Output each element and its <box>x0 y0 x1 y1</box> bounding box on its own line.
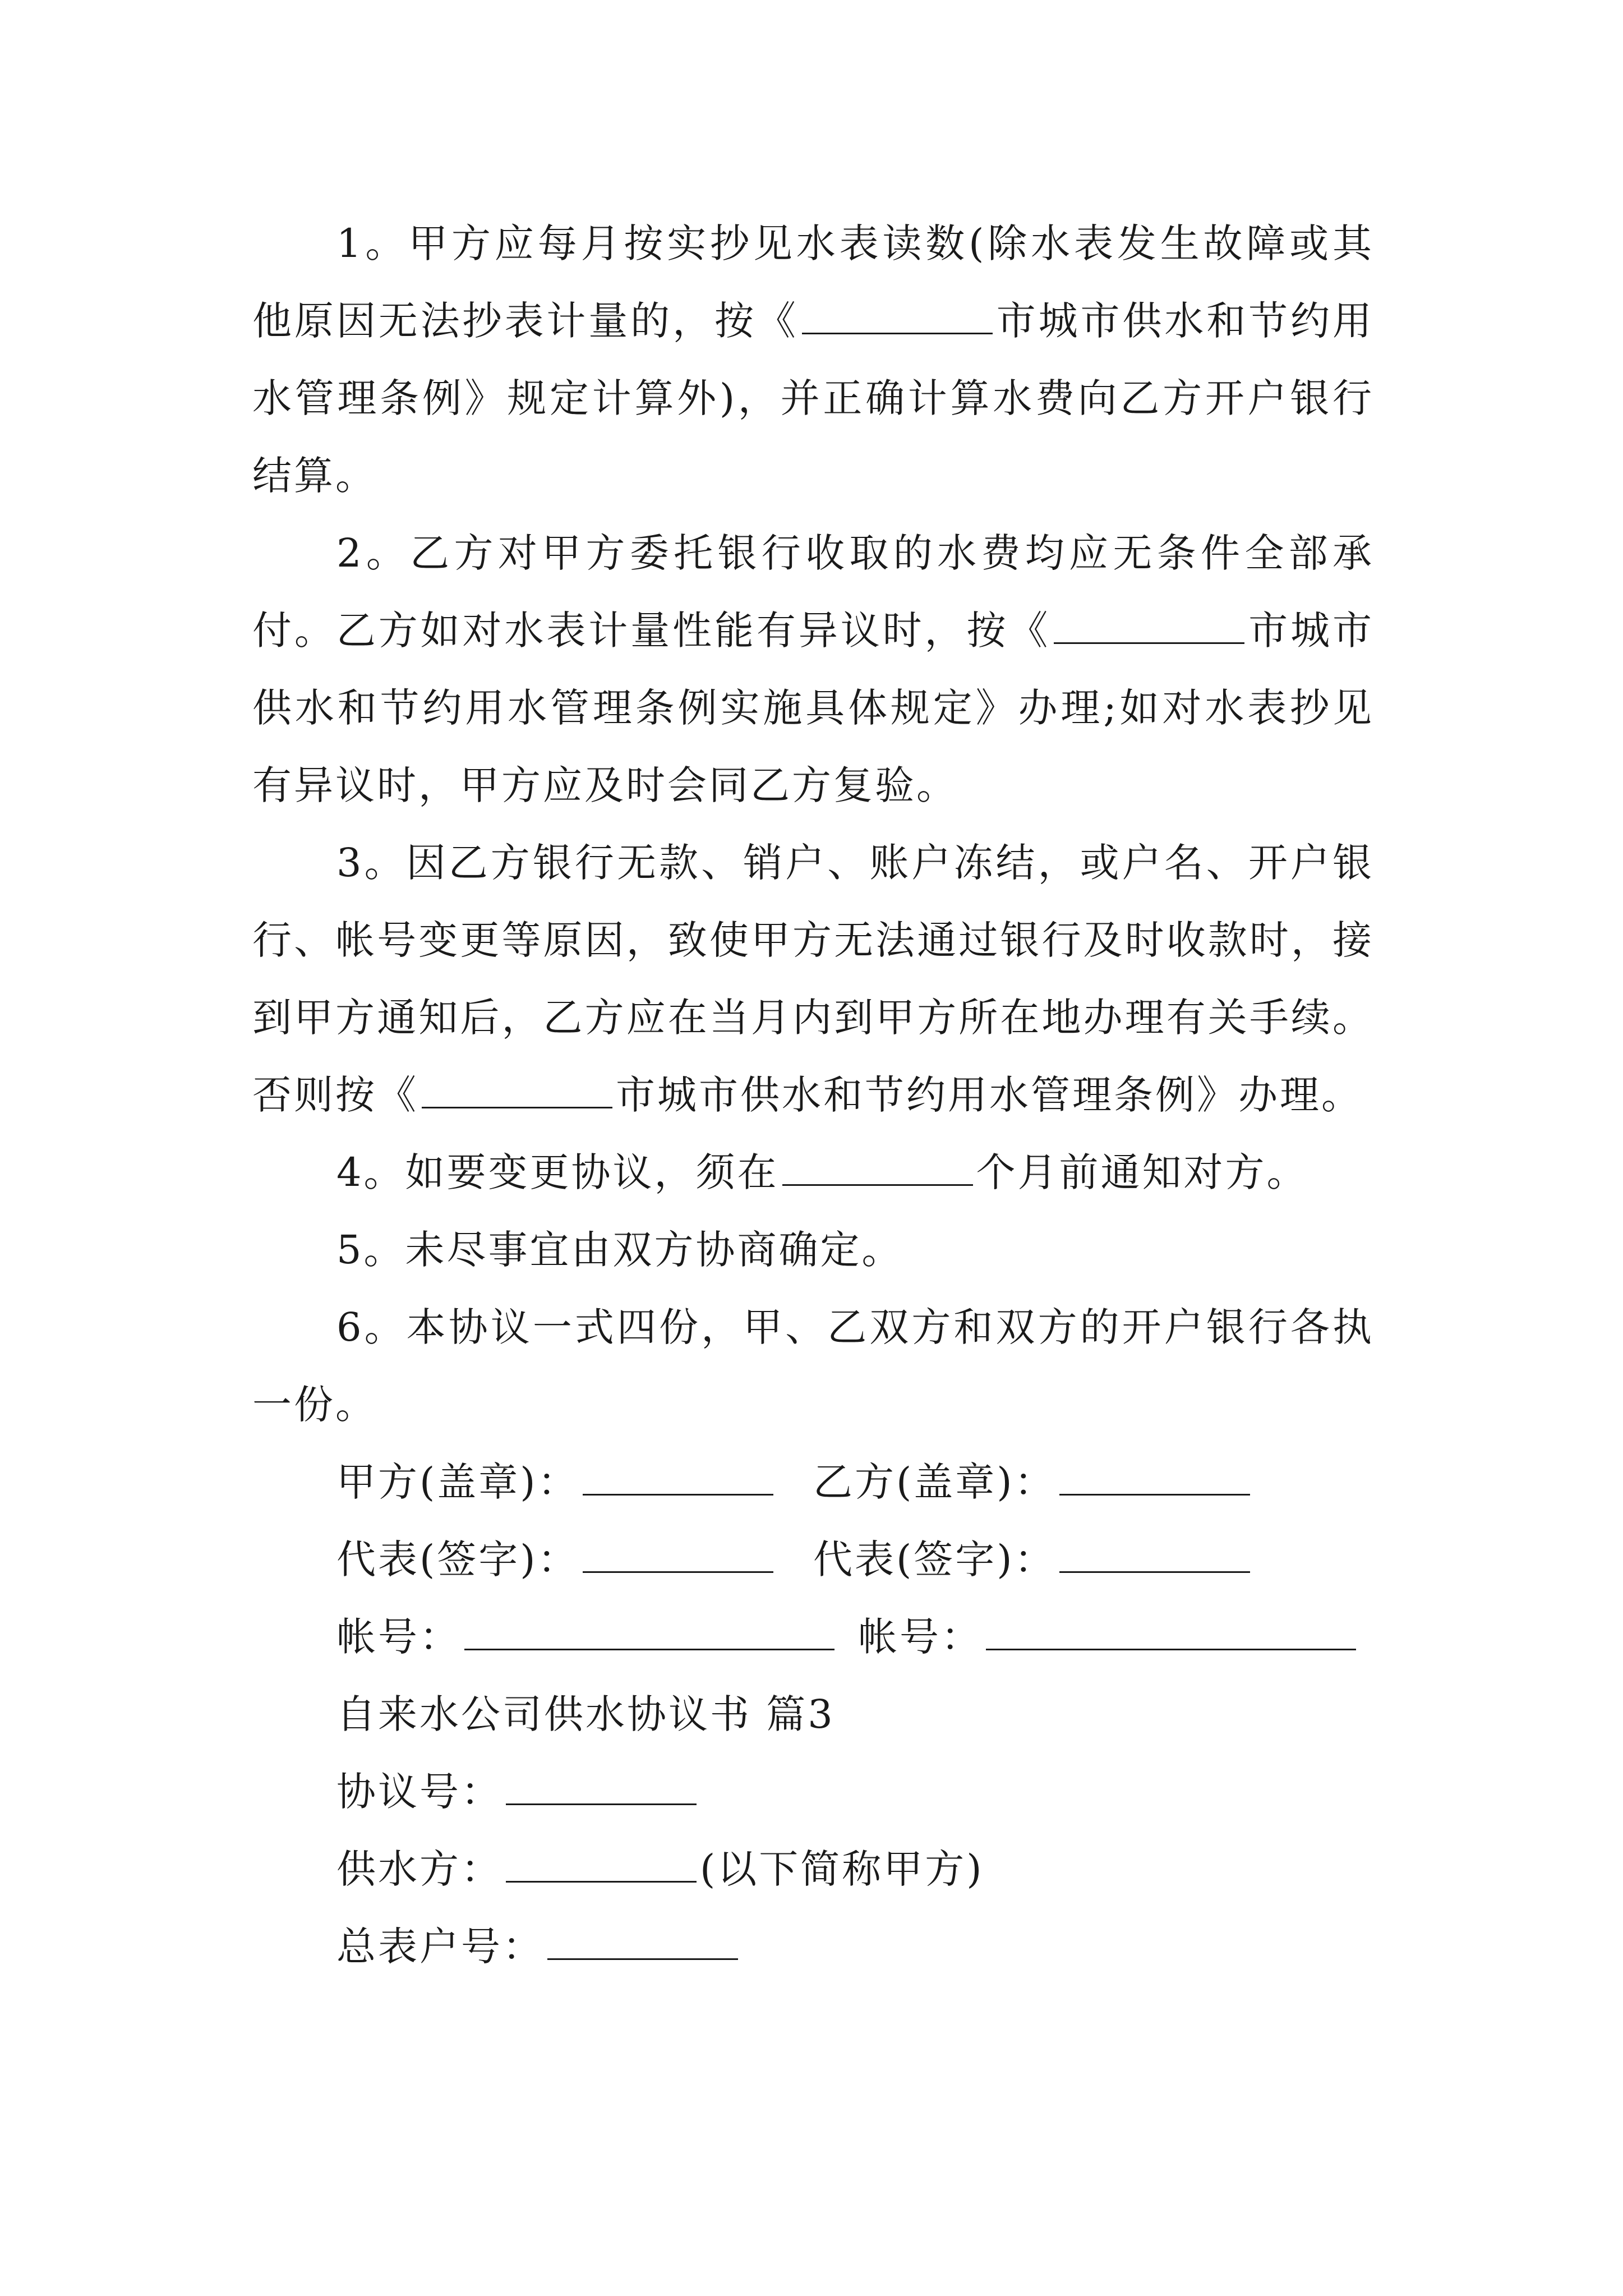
party-b-account <box>858 1614 1359 1660</box>
clause-6: 6。本协议一式四份，甲、乙双方和双方的开户银行各执一份。 <box>252 1304 1374 1428</box>
blank-line <box>802 299 993 334</box>
clause-4-text-a: 4。如要变更协议，须在 <box>336 1149 779 1195</box>
blank-line <box>1059 1538 1250 1573</box>
clause-2 <box>252 514 1374 824</box>
blank-line <box>583 1538 773 1573</box>
clause-1 <box>252 205 1374 514</box>
clause-3-text-b: 市城市供水和节约用水管理条例》办理。 <box>616 1072 1363 1118</box>
blank-line <box>1059 1460 1250 1496</box>
blank-line <box>986 1615 1356 1650</box>
blank-line <box>782 1151 973 1186</box>
signature-account-row <box>252 1598 1374 1676</box>
party-b-rep <box>813 1536 1253 1582</box>
blank-line <box>583 1460 773 1496</box>
party-a-seal <box>336 1443 813 1521</box>
supplier-label: 供水方： <box>336 1846 502 1892</box>
blank-line <box>1054 609 1244 644</box>
agreement-number-row <box>252 1753 1374 1830</box>
party-a-seal-label: 甲方(盖章)： <box>336 1459 579 1505</box>
meter-number-label: 总表户号： <box>336 1924 544 1970</box>
blank-line <box>464 1615 834 1650</box>
party-a-rep <box>336 1521 813 1598</box>
supplier-suffix: (以下简称甲方) <box>700 1846 984 1892</box>
clause-2-text-b: 市城市供水和节约用水管理条例实施具体规定》办理;如对水表抄见有异议时，甲方应及时会同乙方复验。 <box>252 608 1375 808</box>
blank-line <box>506 1770 697 1805</box>
party-b-rep-label: 代表(签字)： <box>813 1536 1056 1582</box>
blank-line <box>422 1073 612 1108</box>
section-heading: 自来水公司供水协议书 篇3 <box>336 1691 835 1737</box>
party-a-account-label: 帐号： <box>336 1614 461 1660</box>
clause-5: 5。未尽事宜由双方协商确定。 <box>336 1227 903 1273</box>
party-b-seal <box>813 1459 1253 1505</box>
clause-2-text-a: 2。乙方对甲方委托银行收取的水费均应无条件全部承付。乙方如对水表计量性能有异议时，按《 <box>252 530 1374 654</box>
party-b-account-label: 帐号： <box>858 1614 983 1660</box>
signature-rep-row <box>252 1521 1374 1598</box>
supplier-row <box>252 1830 1374 1908</box>
party-a-rep-label: 代表(签字)： <box>336 1536 579 1582</box>
blank-line <box>506 1847 697 1883</box>
clause-4 <box>252 1134 1374 1211</box>
agreement-number-label: 协议号： <box>336 1769 502 1815</box>
party-b-seal-label: 乙方(盖章)： <box>813 1459 1056 1505</box>
clause-1-text-b: 市城市供水和节约用水管理条例》规定计算外)，并正确计算水费向乙方开户银行结算。 <box>252 298 1375 499</box>
party-a-account <box>336 1598 858 1676</box>
clause-3 <box>252 824 1374 1134</box>
clause-3-text-a: 3。因乙方银行无款、销户、账户冻结，或户名、开户银行、帐号变更等原因，致使甲方无法通过银行及时收款时，接到甲方通知后，乙方应在当月内到甲方所在地办理有关手续。否则按《 <box>252 840 1374 1118</box>
document-body <box>252 205 1374 1985</box>
clause-1-text-a: 1。甲方应每月按实抄见水表读数(除水表发生故障或其他原因无法抄表计量的，按《 <box>252 220 1374 344</box>
clause-4-text-b: 个月前通知对方。 <box>976 1149 1308 1195</box>
meter-number-row <box>252 1908 1374 1985</box>
signature-seal-row <box>252 1443 1374 1521</box>
blank-line <box>547 1925 738 1960</box>
